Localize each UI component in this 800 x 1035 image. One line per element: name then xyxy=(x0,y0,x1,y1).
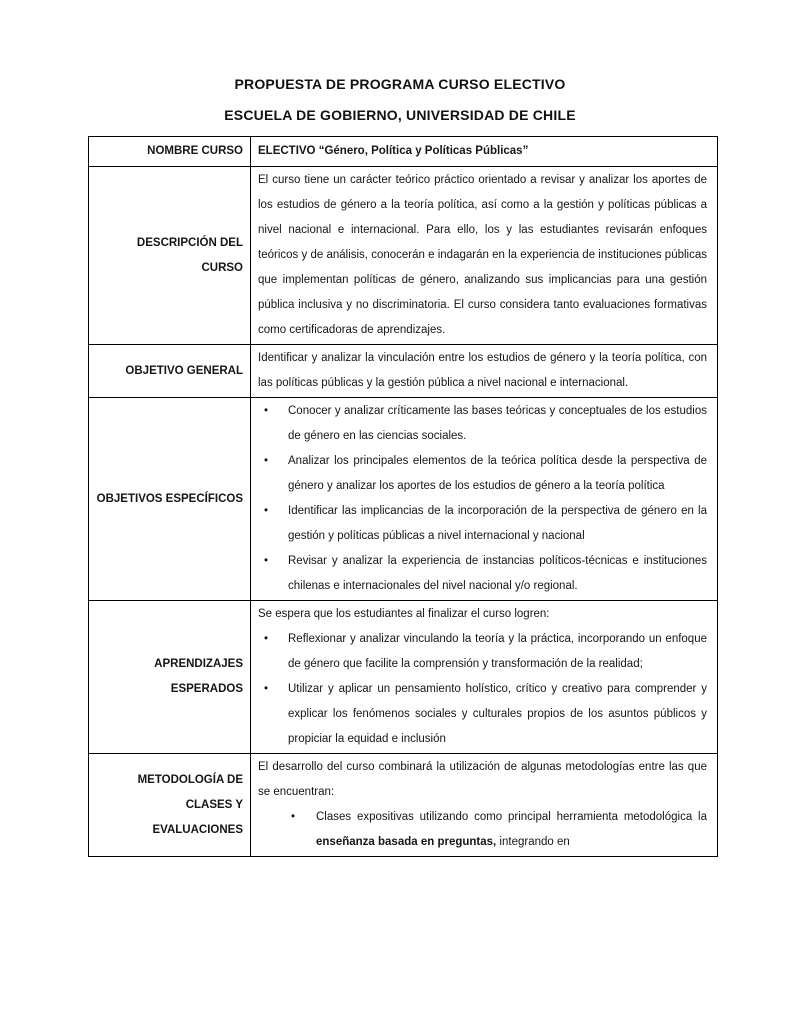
text-objetivos-especificos xyxy=(251,398,718,601)
label-aprendizajes-esperados: APRENDIZAJES ESPERADOS xyxy=(89,601,251,754)
objetivo-general-paragraph: Identificar y analizar la vinculación entre los estudios de género y la teoría política, con las políticas públicas y la gestión pública a nivel nacional e internacional. xyxy=(258,352,707,389)
metodologia-bullet-pre: Clases expositivas utilizando como principal herramienta metodológica la xyxy=(316,811,707,823)
document-header xyxy=(0,0,800,123)
text-aprendizajes-esperados xyxy=(251,601,718,754)
page-title-line2: ESCUELA DE GOBIERNO, UNIVERSIDAD DE CHILE xyxy=(224,107,576,123)
label-metodologia: METODOLOGÍA DE CLASES Y EVALUACIONES xyxy=(89,754,251,857)
program-table xyxy=(88,136,718,857)
row-nombre-curso xyxy=(89,137,718,167)
row-metodologia xyxy=(89,754,718,857)
label-descripcion-curso: DESCRIPCIÓN DEL CURSO xyxy=(89,167,251,345)
text-objetivo-general xyxy=(251,345,718,398)
label-nombre-curso: NOMBRE CURSO xyxy=(89,137,251,167)
row-aprendizajes-esperados xyxy=(89,601,718,754)
text-metodologia xyxy=(251,754,718,857)
metodologia-bullet-bold: enseñanza basada en preguntas, xyxy=(316,836,497,848)
row-descripcion-curso xyxy=(89,167,718,345)
list-item: • Conocer y analizar críticamente las bases teóricas y conceptuales de los estudios de género en las ciencias sociales. xyxy=(258,399,707,449)
list-item: • Identificar las implicancias de la incorporación de la perspectiva de género en la gestión y políticas públicas a nivel internacional y nacional xyxy=(258,499,707,549)
list-item xyxy=(258,805,707,855)
page-title-line1: PROPUESTA DE PROGRAMA CURSO ELECTIVO xyxy=(234,76,566,92)
list-item: • Utilizar y aplicar un pensamiento holístico, crítico y creativo para comprender y explicar los fenómenos sociales y culturales propios de los asuntos públicos y propiciar la equidad e inclusión xyxy=(258,677,707,752)
label-objetivos-especificos: OBJETIVOS ESPECÍFICOS xyxy=(89,398,251,601)
list-item: • Revisar y analizar la experiencia de instancias políticos-técnicas e instituciones chilenas e internacionales del nivel nacional y/o regional. xyxy=(258,549,707,599)
value-nombre-curso: ELECTIVO “Género, Política y Políticas Públicas” xyxy=(251,137,718,167)
metodologia-list xyxy=(258,805,707,855)
aprendizajes-intro: Se espera que los estudiantes al finalizar el curso logren: xyxy=(258,608,550,620)
metodologia-bullet-post: integrando en xyxy=(496,836,570,848)
metodologia-intro: El desarrollo del curso combinará la utilización de algunas metodologías entre las que se encuentran: xyxy=(258,761,707,798)
aprendizajes-list xyxy=(258,627,707,752)
list-item: • Reflexionar y analizar vinculando la teoría y la práctica, incorporando un enfoque de género que facilite la comprensión y transformación de la realidad; xyxy=(258,627,707,677)
label-objetivo-general: OBJETIVO GENERAL xyxy=(89,345,251,398)
objetivos-especificos-list xyxy=(258,399,707,599)
list-item: • Analizar los principales elementos de la teórica política desde la perspectiva de género y analizar los aportes de los estudios de género a la teoría política xyxy=(258,449,707,499)
text-descripcion-curso xyxy=(251,167,718,345)
descripcion-paragraph: El curso tiene un carácter teórico práctico orientado a revisar y analizar los aportes de los estudios de género a la teoría política, así como a la gestión y políticas públicas a nivel nacional e internacional. Para ello, los y las estudiantes revisarán enfoques teóricos y de análisis, conocerán e indagarán en la experiencia de instituciones públicas que implementan políticas de género, analizando sus implicancias para una gestión pública inclusiva y no discriminatoria. El curso considera tanto evaluaciones formativas como certificadoras de aprendizajes. xyxy=(258,174,707,336)
row-objetivo-general xyxy=(89,345,718,398)
row-objetivos-especificos xyxy=(89,398,718,601)
